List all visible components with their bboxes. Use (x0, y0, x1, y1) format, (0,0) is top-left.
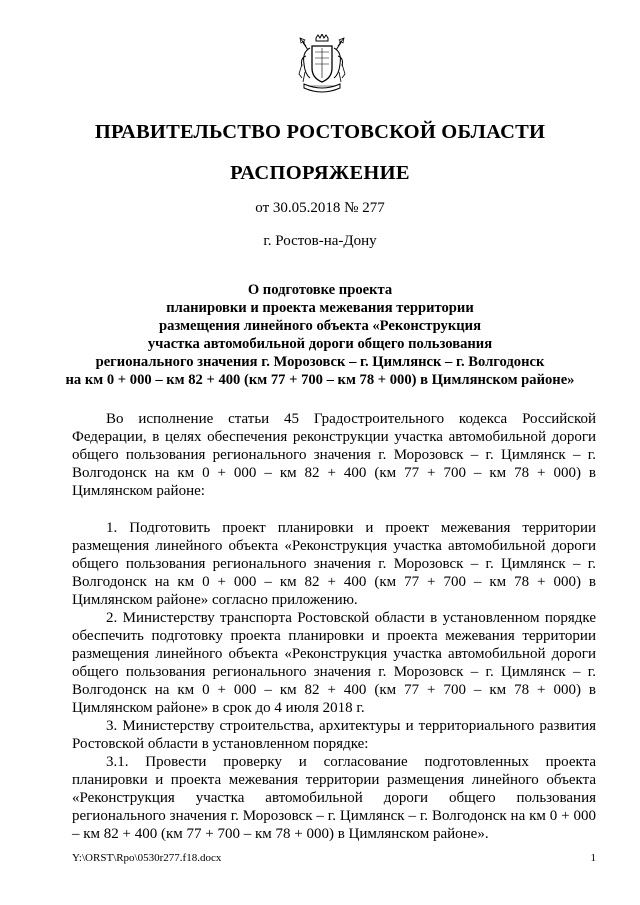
item-paragraph-2: 2. Министерству транспорта Ростовской области в установленном порядке обеспечить подготовку проекта планировки и проекта межевания территории размещения линейного объекта «Реконструкция участка автомобильной дороги общего пользования регионального значения г. Морозовск – г. Цимлянск – г. Волгодонск на км 0 + 000 – км 82 + 400 (км 77 + 700 – км 78 + 000) в Цимлянском районе» в срок до 4 июля 2018 г. (72, 610, 596, 716)
footer-file-path: Y:\ORST\Rpo\0530r277.f18.docx (72, 852, 222, 864)
preamble-block (72, 410, 596, 500)
document-date-number: от 30.05.2018 № 277 (255, 200, 385, 216)
document-subject (40, 281, 600, 389)
coat-of-arms-icon (296, 34, 348, 96)
government-title: ПРАВИТЕЛЬСТВО РОСТОВСКОЙ ОБЛАСТИ (94, 121, 546, 143)
document-city: г. Ростов-на-Дону (263, 233, 377, 249)
item-paragraph-3-1: 3.1. Провести проверку и согласование подготовленных проекта планировки и проекта межевания территории размещения линейного объекта «Реконструкция участка автомобильной дороги общего пользования регионального значения г. Морозовск – г. Цимлянск – г. Волгодонск на км 0 + 000 – км 82 + 400 (км 77 + 700 – км 78 + 000) в Цимлянском районе». (72, 754, 596, 842)
subject-line: планировки и проекта межевания территории (166, 300, 474, 316)
subject-line: размещения линейного объекта «Реконструкция (159, 318, 481, 334)
document-type: РАСПОРЯЖЕНИЕ (230, 162, 410, 184)
subject-line: О подготовке проекта (247, 282, 393, 298)
subject-line: регионального значения г. Морозовск – г. Цимлянск – г. Волгодонск (95, 354, 545, 370)
footer-page-number: 1 (590, 852, 596, 864)
item-paragraph-3: 3. Министерству строительства, архитектуры и территориального развития Ростовской области в установленном порядке: (72, 718, 596, 752)
items-block (72, 519, 596, 843)
preamble-paragraph: Во исполнение статьи 45 Градостроительного кодекса Российской Федерации, в целях обеспечения реконструкции участка автомобильной дороги общего пользования регионального значения г. Морозовск – г. Цимлянск – г. Волгодонск на км 0 + 000 – км 82 + 400 (км 77 + 700 – км 78 + 000) в Цимлянском районе: (72, 411, 596, 499)
subject-line: на км 0 + 000 – км 82 + 400 (км 77 + 700 – км 78 + 000) в Цимлянском районе» (65, 372, 575, 388)
item-paragraph-1: 1. Подготовить проект планировки и проект межевания территории размещения линейного объекта «Реконструкция участка автомобильной дороги общего пользования регионального значения г. Морозовск – г. Цимлянск – г. Волгодонск на км 0 + 000 – км 82 + 400 (км 77 + 700 – км 78 + 000) в Цимлянском районе» согласно приложению. (72, 520, 596, 608)
subject-line: участка автомобильной дороги общего пользования (147, 336, 493, 352)
